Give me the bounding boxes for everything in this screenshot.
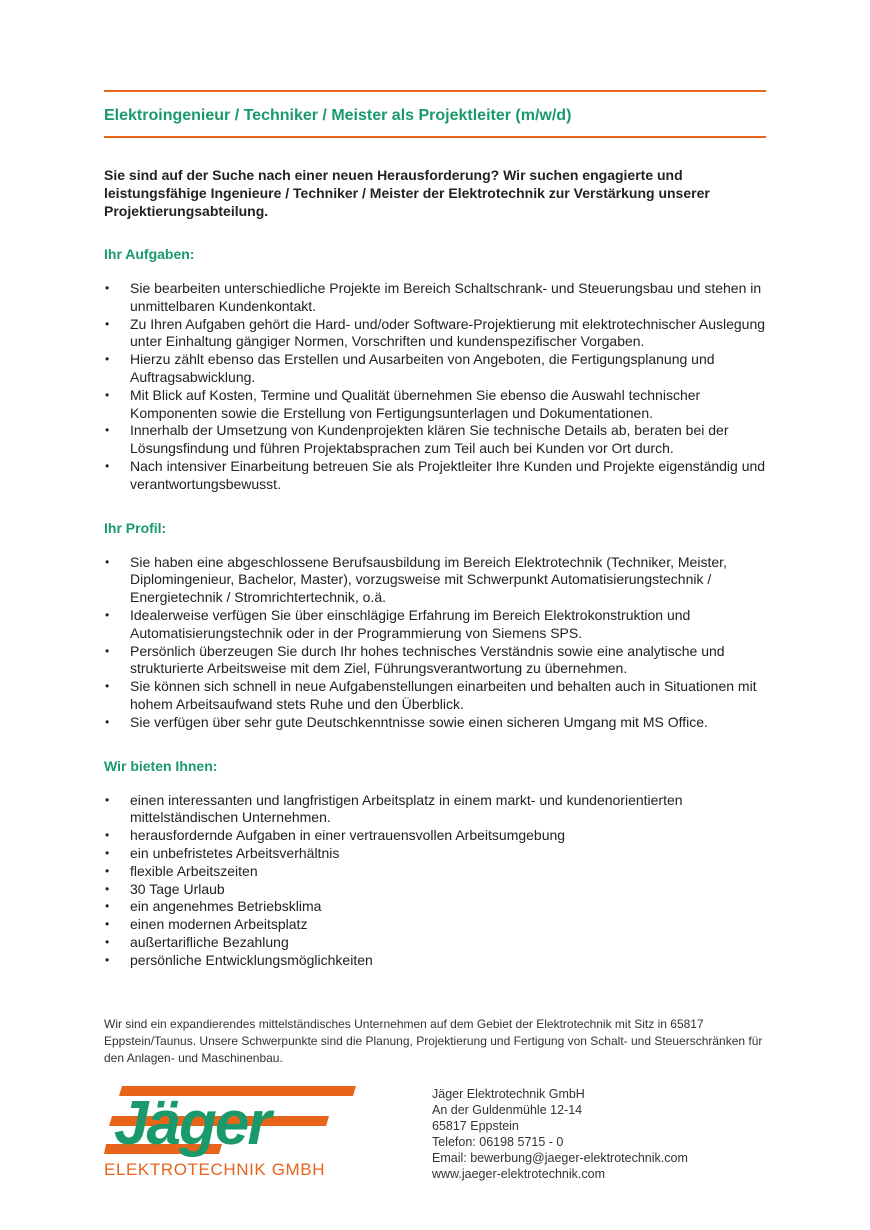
list-item bbox=[104, 845, 766, 863]
bullet-icon: • bbox=[105, 952, 110, 967]
offer-heading: Wir bieten Ihnen: bbox=[104, 757, 218, 774]
bullet-icon: • bbox=[105, 643, 110, 658]
list-item bbox=[104, 916, 766, 934]
list-item bbox=[104, 458, 766, 494]
list-item-text: Innerhalb der Umsetzung von Kundenprojekten klären Sie technische Details ab, beraten bei der Lösungsfindung und führen Projektabsprachen zum Teil auch bei Kunden vor Ort durch. bbox=[130, 422, 729, 457]
list-item-text: einen interessanten und langfristigen Arbeitsplatz in einem markt- und kundenorientierten mittelständischen Unternehmen. bbox=[130, 791, 683, 826]
bullet-icon: • bbox=[105, 554, 110, 569]
list-item bbox=[104, 827, 766, 845]
bullet-icon: • bbox=[105, 881, 110, 896]
list-item-text: Nach intensiver Einarbeitung betreuen Sie als Projektleiter Ihre Kunden und Projekte eigenständig und verantwortungsbewusst. bbox=[130, 457, 766, 492]
list-item-text: Idealerweise verfügen Sie über einschlägige Erfahrung im Bereich Elektrokonstruktion und Automatisierungstechnik oder in der Programmierung von Siemens SPS. bbox=[130, 606, 691, 641]
contact-block bbox=[432, 1086, 688, 1182]
bullet-icon: • bbox=[105, 352, 110, 367]
bullet-icon: • bbox=[105, 387, 110, 402]
bullet-icon: • bbox=[105, 458, 110, 473]
list-item bbox=[104, 934, 766, 952]
contact-street: An der Guldenmühle 12-14 bbox=[432, 1103, 583, 1117]
list-item bbox=[104, 554, 766, 607]
list-item-text: Sie können sich schnell in neue Aufgabenstellungen einarbeiten und behalten auch in Situationen mit hohem Arbeitsaufwand stets Ruhe und den Überblick. bbox=[130, 678, 757, 712]
bullet-icon: • bbox=[105, 863, 110, 878]
list-item bbox=[104, 714, 766, 732]
list-item bbox=[104, 881, 766, 899]
title-rule bbox=[104, 136, 766, 138]
tasks-list bbox=[104, 280, 766, 494]
list-item bbox=[104, 643, 766, 679]
bullet-icon: • bbox=[105, 934, 110, 949]
intro-paragraph: Sie sind auf der Suche nach einer neuen Herausforderung? Wir suchen engagierte und leistungsfähige Ingenieure / Techniker / Meister der Elektrotechnik zur Verstärkung unserer Projektierungsabteilung. bbox=[104, 167, 710, 219]
job-title: Elektroingenieur / Techniker / Meister als Projektleiter (m/w/d) bbox=[104, 107, 572, 124]
bullet-icon: • bbox=[105, 917, 110, 932]
list-item-text: 30 Tage Urlaub bbox=[130, 880, 225, 897]
list-item-text: flexible Arbeitszeiten bbox=[130, 862, 258, 879]
list-item bbox=[104, 678, 766, 714]
list-item bbox=[104, 387, 766, 423]
contact-phone: Telefon: 06198 5715 - 0 bbox=[432, 1135, 564, 1149]
bullet-icon: • bbox=[105, 792, 110, 807]
profile-list bbox=[104, 554, 766, 732]
logo-wordmark: Jäger bbox=[114, 1089, 270, 1158]
logo-subtitle: ELEKTROTECHNIK GMBH bbox=[104, 1160, 326, 1179]
bullet-icon: • bbox=[105, 828, 110, 843]
bullet-icon: • bbox=[105, 845, 110, 860]
list-item-text: ein unbefristetes Arbeitsverhältnis bbox=[130, 844, 340, 861]
contact-company-name: Jäger Elektrotechnik GmbH bbox=[432, 1087, 585, 1101]
list-item bbox=[104, 607, 766, 643]
list-item-text: Hierzu zählt ebenso das Erstellen und Ausarbeiten von Angeboten, die Fertigungsplanung und Auftragsabwicklung. bbox=[130, 351, 715, 385]
list-item-text: persönliche Entwicklungsmöglichkeiten bbox=[130, 951, 373, 968]
list-item-text: Mit Blick auf Kosten, Termine und Qualität übernehmen Sie ebenso die Auswahl technischer Komponenten sowie die Erstellung von Fertigungsunterlagen und Dokumentationen. bbox=[130, 386, 701, 421]
job-posting bbox=[104, 90, 766, 970]
contact-website[interactable]: www.jaeger-elektrotechnik.com bbox=[432, 1167, 605, 1181]
list-item-text: Zu Ihren Aufgaben gehört die Hard- und/oder Software-Projektierung mit elektrotechnischer Auslegung unter Einhaltung gängiger Normen, Vorschriften und kundenspezifischer Vorgaben. bbox=[130, 315, 766, 350]
list-item bbox=[104, 863, 766, 881]
list-item bbox=[104, 952, 766, 970]
contact-city: 65817 Eppstein bbox=[432, 1119, 519, 1133]
list-item-text: Sie bearbeiten unterschiedliche Projekte im Bereich Schaltschrank- und Steuerungsbau und stehen in unmittelbaren Kundenkontakt. bbox=[130, 280, 762, 314]
list-item-text: einen modernen Arbeitsplatz bbox=[130, 916, 308, 933]
list-item bbox=[104, 316, 766, 352]
contact-email[interactable]: Email: bewerbung@jaeger-elektrotechnik.com bbox=[432, 1151, 688, 1165]
list-item-text: Sie haben eine abgeschlossene Berufsausbildung im Bereich Elektrotechnik (Techniker, Meister, Diplomingenieur, Bachelor, Master), vorzugsweise mit Schwerpunkt Automatisierungstechnik / Energietechnik / Stromrichtertechnik, o.ä. bbox=[130, 553, 727, 606]
list-item bbox=[104, 898, 766, 916]
bullet-icon: • bbox=[105, 899, 110, 914]
list-item-text: Persönlich überzeugen Sie durch Ihr hohes technisches Verständnis sowie eine analytische und strukturierte Arbeitsweise mit dem Ziel, Führungsverantwortung zu übernehmen. bbox=[130, 642, 725, 677]
bullet-icon: • bbox=[105, 281, 110, 295]
bullet-icon: • bbox=[105, 316, 110, 331]
list-item-text: ein angenehmes Betriebsklima bbox=[130, 898, 322, 915]
list-item-text: herausfordernde Aufgaben in einer vertrauensvollen Arbeitsumgebung bbox=[130, 827, 566, 844]
profile-heading: Ihr Profil: bbox=[104, 519, 167, 536]
list-item bbox=[104, 422, 766, 458]
tasks-heading: Ihr Aufgaben: bbox=[104, 246, 195, 262]
offer-list bbox=[104, 792, 766, 970]
company-description: Wir sind ein expandierendes mittelständisches Unternehmen auf dem Gebiet der Elektrotechnik mit Sitz in 65817 Eppstein/Taunus. Unsere Schwerpunkte sind die Planung, Projektierung und Fertigung von Schalt- und Steuerschränken für den Anlagen- und Maschinenbau. bbox=[104, 1017, 763, 1065]
bullet-icon: • bbox=[105, 679, 110, 694]
bullet-icon: • bbox=[105, 423, 110, 438]
list-item-text: Sie verfügen über sehr gute Deutschkenntnisse sowie einen sicheren Umgang mit MS Office. bbox=[130, 713, 708, 730]
list-item bbox=[104, 280, 766, 316]
bullet-icon: • bbox=[105, 714, 110, 729]
list-item bbox=[104, 792, 766, 828]
list-item-text: außertarifliche Bezahlung bbox=[130, 933, 289, 950]
bullet-icon: • bbox=[105, 607, 110, 622]
top-rule bbox=[104, 90, 766, 92]
list-item bbox=[104, 351, 766, 387]
